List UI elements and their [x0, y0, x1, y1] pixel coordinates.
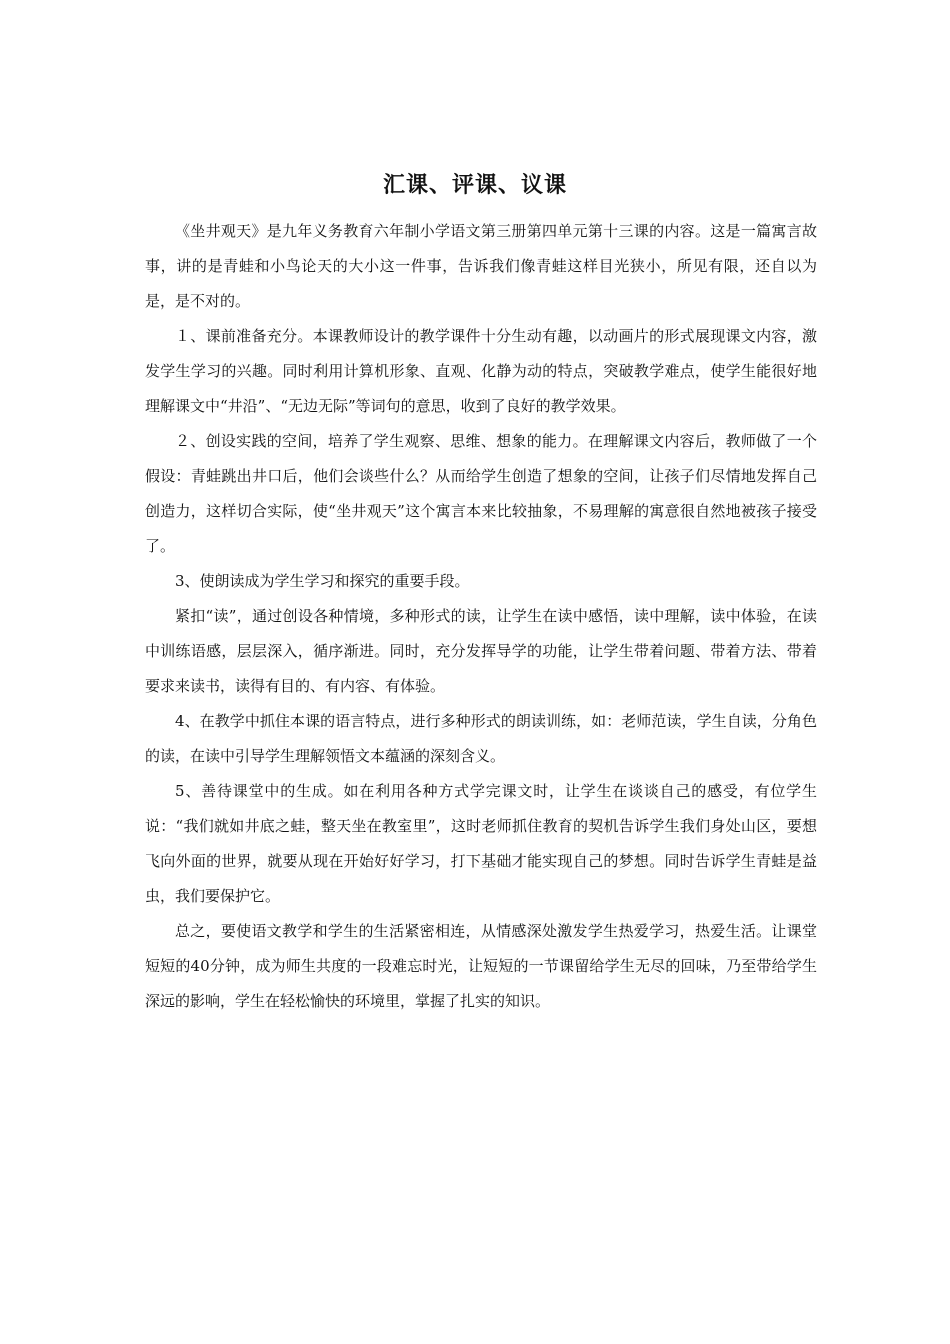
paragraph-point-3-heading: 3、使朗读成为学生学习和探究的重要手段。 — [175, 572, 470, 590]
paragraph-point-4: 4、在教学中抓住本课的语言特点，进行多种形式的朗读训练，如：老师范读，学生自读，分角色的读，在读中引导学生理解领悟文本蕴涵的深刻含义。 — [145, 712, 817, 765]
paragraph-intro: 《坐井观天》是九年义务教育六年制小学语文第三册第四单元第十三课的内容。这是一篇寓言故事，讲的是青蛙和小鸟论天的大小这一件事，告诉我们像青蛙这样目光狭小，所见有限，还自以为是，是不对的。 — [145, 222, 817, 310]
paragraph-point-2: ２、创设实践的空间，培养了学生观察、思维、想象的能力。在理解课文内容后，教师做了一个假设：青蛙跳出井口后，他们会谈些什么？从而给学生创造了想象的空间，让孩子们尽情地发挥自己创造力，这样切合实际，使“坐井观天”这个寓言本来比较抽象，不易理解的寓意很自然地被孩子接受了。 — [145, 432, 817, 555]
document-title: 汇课、评课、议课 — [382, 172, 567, 198]
document-body — [145, 214, 817, 1019]
paragraph-point-1: １、课前准备充分。本课教师设计的教学课件十分生动有趣，以动画片的形式展现课文内容，激发学生学习的兴趣。同时利用计算机形象、直观、化静为动的特点，突破教学难点，使学生能很好地理解课文中“井沿”、“无边无际”等词句的意思，收到了良好的教学效果。 — [145, 327, 817, 415]
paragraph-point-3-detail: 紧扣“读”，通过创设各种情境，多种形式的读，让学生在读中感悟，读中理解，读中体验，在读中训练语感，层层深入，循序渐进。同时，充分发挥导学的功能，让学生带着问题、带着方法、带着要求来读书，读得有目的、有内容、有体验。 — [145, 607, 817, 695]
paragraph-conclusion: 总之，要使语文教学和学生的生活紧密相连，从情感深处激发学生热爱学习，热爱生活。让课堂短短的40分钟，成为师生共度的一段难忘时光，让短短的一节课留给学生无尽的回味，乃至带给学生深远的影响，学生在轻松愉快的环境里，掌握了扎实的知识。 — [145, 922, 817, 1010]
paragraph-point-5: 5、善待课堂中的生成。如在利用各种方式学完课文时，让学生在谈谈自己的感受，有位学生说：“我们就如井底之蛙，整天坐在教室里”，这时老师抓住教育的契机告诉学生我们身处山区，要想飞向外面的世界，就要从现在开始好好学习，打下基础才能实现自己的梦想。同时告诉学生青蛙是益虫，我们要保护它。 — [145, 782, 817, 905]
